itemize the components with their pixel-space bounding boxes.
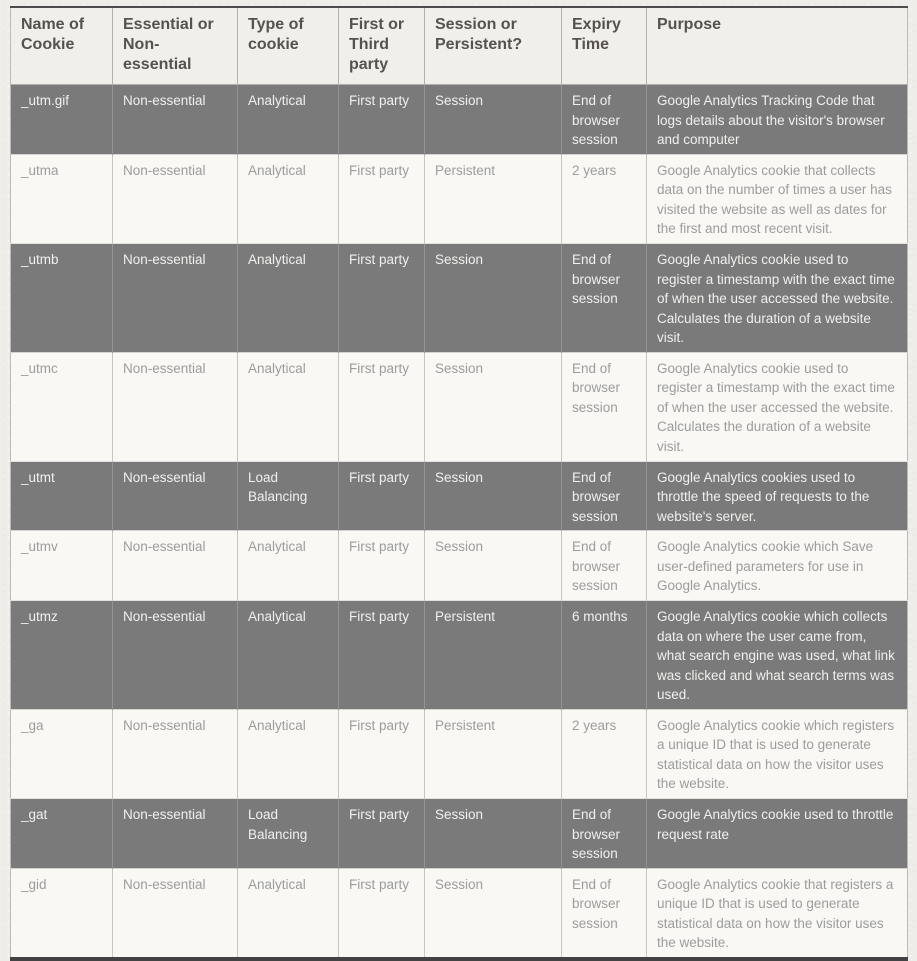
cell-session: Session	[425, 868, 562, 959]
column-header-essential: Essential or Non-essential	[113, 7, 238, 85]
cell-name: _utmb	[11, 243, 113, 352]
cell-expiry: 2 years	[562, 709, 647, 798]
cell-session: Session	[425, 243, 562, 352]
cell-expiry: End of browser session	[562, 352, 647, 461]
column-header-purpose: Purpose	[647, 7, 908, 85]
cell-session: Persistent	[425, 600, 562, 709]
cell-type: Analytical	[238, 243, 339, 352]
cell-name: _utmv	[11, 531, 113, 601]
cell-name: _utmc	[11, 352, 113, 461]
cell-type: Analytical	[238, 154, 339, 243]
cell-type: Load Balancing	[238, 799, 339, 869]
cell-party: First party	[339, 352, 425, 461]
cookie-table	[10, 6, 908, 961]
table-row	[11, 85, 908, 155]
column-header-type-of-cookie: Type of cookie	[238, 7, 339, 85]
cell-session: Session	[425, 461, 562, 531]
column-header-session-or-persistent: Session or Persistent?	[425, 7, 562, 85]
cell-expiry: End of browser session	[562, 243, 647, 352]
cell-expiry: 2 years	[562, 154, 647, 243]
cell-purpose: Google Analytics cookie used to throttle request rate	[647, 799, 908, 869]
cell-name: _ga	[11, 709, 113, 798]
cell-session: Persistent	[425, 709, 562, 798]
cell-type: Analytical	[238, 85, 339, 155]
cell-essential: Non-essential	[113, 154, 238, 243]
table-row	[11, 243, 908, 352]
cell-purpose: Google Analytics cookie which collects data on where the user came from, what search engine was used, what link was clicked and what search terms was used.	[647, 600, 908, 709]
cell-essential: Non-essential	[113, 243, 238, 352]
cell-purpose: Google Analytics cookie used to register a timestamp with the exact time of when the user accessed the website. Calculates the duration of a website visit.	[647, 352, 908, 461]
cell-party: First party	[339, 243, 425, 352]
cell-essential: Non-essential	[113, 531, 238, 601]
column-header-expiry-time: Expiry Time	[562, 7, 647, 85]
cell-essential: Non-essential	[113, 868, 238, 959]
cell-session: Session	[425, 85, 562, 155]
table-row	[11, 531, 908, 601]
cell-party: First party	[339, 868, 425, 959]
cell-name: _gid	[11, 868, 113, 959]
table-row	[11, 709, 908, 798]
cell-purpose: Google Analytics cookie which Save user-defined parameters for use in Google Analytics.	[647, 531, 908, 601]
header-row	[11, 7, 908, 85]
cell-type: Analytical	[238, 352, 339, 461]
table-header	[11, 7, 908, 85]
cell-type: Analytical	[238, 868, 339, 959]
cell-session: Session	[425, 799, 562, 869]
cell-name: _utmz	[11, 600, 113, 709]
cell-party: First party	[339, 154, 425, 243]
cell-essential: Non-essential	[113, 85, 238, 155]
table-body	[11, 85, 908, 959]
cell-essential: Non-essential	[113, 709, 238, 798]
cell-party: First party	[339, 531, 425, 601]
cell-name: _utmt	[11, 461, 113, 531]
cell-expiry: End of browser session	[562, 868, 647, 959]
table-row	[11, 600, 908, 709]
cell-name: _gat	[11, 799, 113, 869]
cell-type: Analytical	[238, 709, 339, 798]
cell-party: First party	[339, 799, 425, 869]
cell-purpose: Google Analytics cookie which registers a unique ID that is used to generate statistical data on how the visitor uses the website.	[647, 709, 908, 798]
cell-party: First party	[339, 85, 425, 155]
cell-party: First party	[339, 709, 425, 798]
cell-purpose: Google Analytics Tracking Code that logs details about the visitor's browser and computer	[647, 85, 908, 155]
cell-purpose: Google Analytics cookie used to register a timestamp with the exact time of when the user accessed the website. Calculates the duration of a website visit.	[647, 243, 908, 352]
column-header-first-or-third-party: First or Third party	[339, 7, 425, 85]
cookie-table-container	[10, 6, 907, 961]
cell-essential: Non-essential	[113, 799, 238, 869]
cell-essential: Non-essential	[113, 600, 238, 709]
table-row	[11, 799, 908, 869]
cell-party: First party	[339, 461, 425, 531]
cell-party: First party	[339, 600, 425, 709]
cell-type: Analytical	[238, 531, 339, 601]
cell-session: Session	[425, 531, 562, 601]
cell-type: Analytical	[238, 600, 339, 709]
cell-expiry: End of browser session	[562, 461, 647, 531]
cell-purpose: Google Analytics cookie that registers a unique ID that is used to generate statistical data on how the visitor uses the website.	[647, 868, 908, 959]
column-header-name-of-cookie: Name of Cookie	[11, 7, 113, 85]
cell-expiry: End of browser session	[562, 799, 647, 869]
cell-session: Session	[425, 352, 562, 461]
table-row	[11, 461, 908, 531]
cell-session: Persistent	[425, 154, 562, 243]
cell-essential: Non-essential	[113, 461, 238, 531]
table-row	[11, 352, 908, 461]
cell-essential: Non-essential	[113, 352, 238, 461]
cell-type: Load Balancing	[238, 461, 339, 531]
cell-expiry: End of browser session	[562, 531, 647, 601]
cell-expiry: 6 months	[562, 600, 647, 709]
cell-name: _utma	[11, 154, 113, 243]
cell-purpose: Google Analytics cookie that collects data on the number of times a user has visited the website as well as dates for the first and most recent visit.	[647, 154, 908, 243]
table-row	[11, 154, 908, 243]
cell-name: _utm.gif	[11, 85, 113, 155]
table-row	[11, 868, 908, 959]
cell-expiry: End of browser session	[562, 85, 647, 155]
cell-purpose: Google Analytics cookies used to throttle the speed of requests to the website's server.	[647, 461, 908, 531]
